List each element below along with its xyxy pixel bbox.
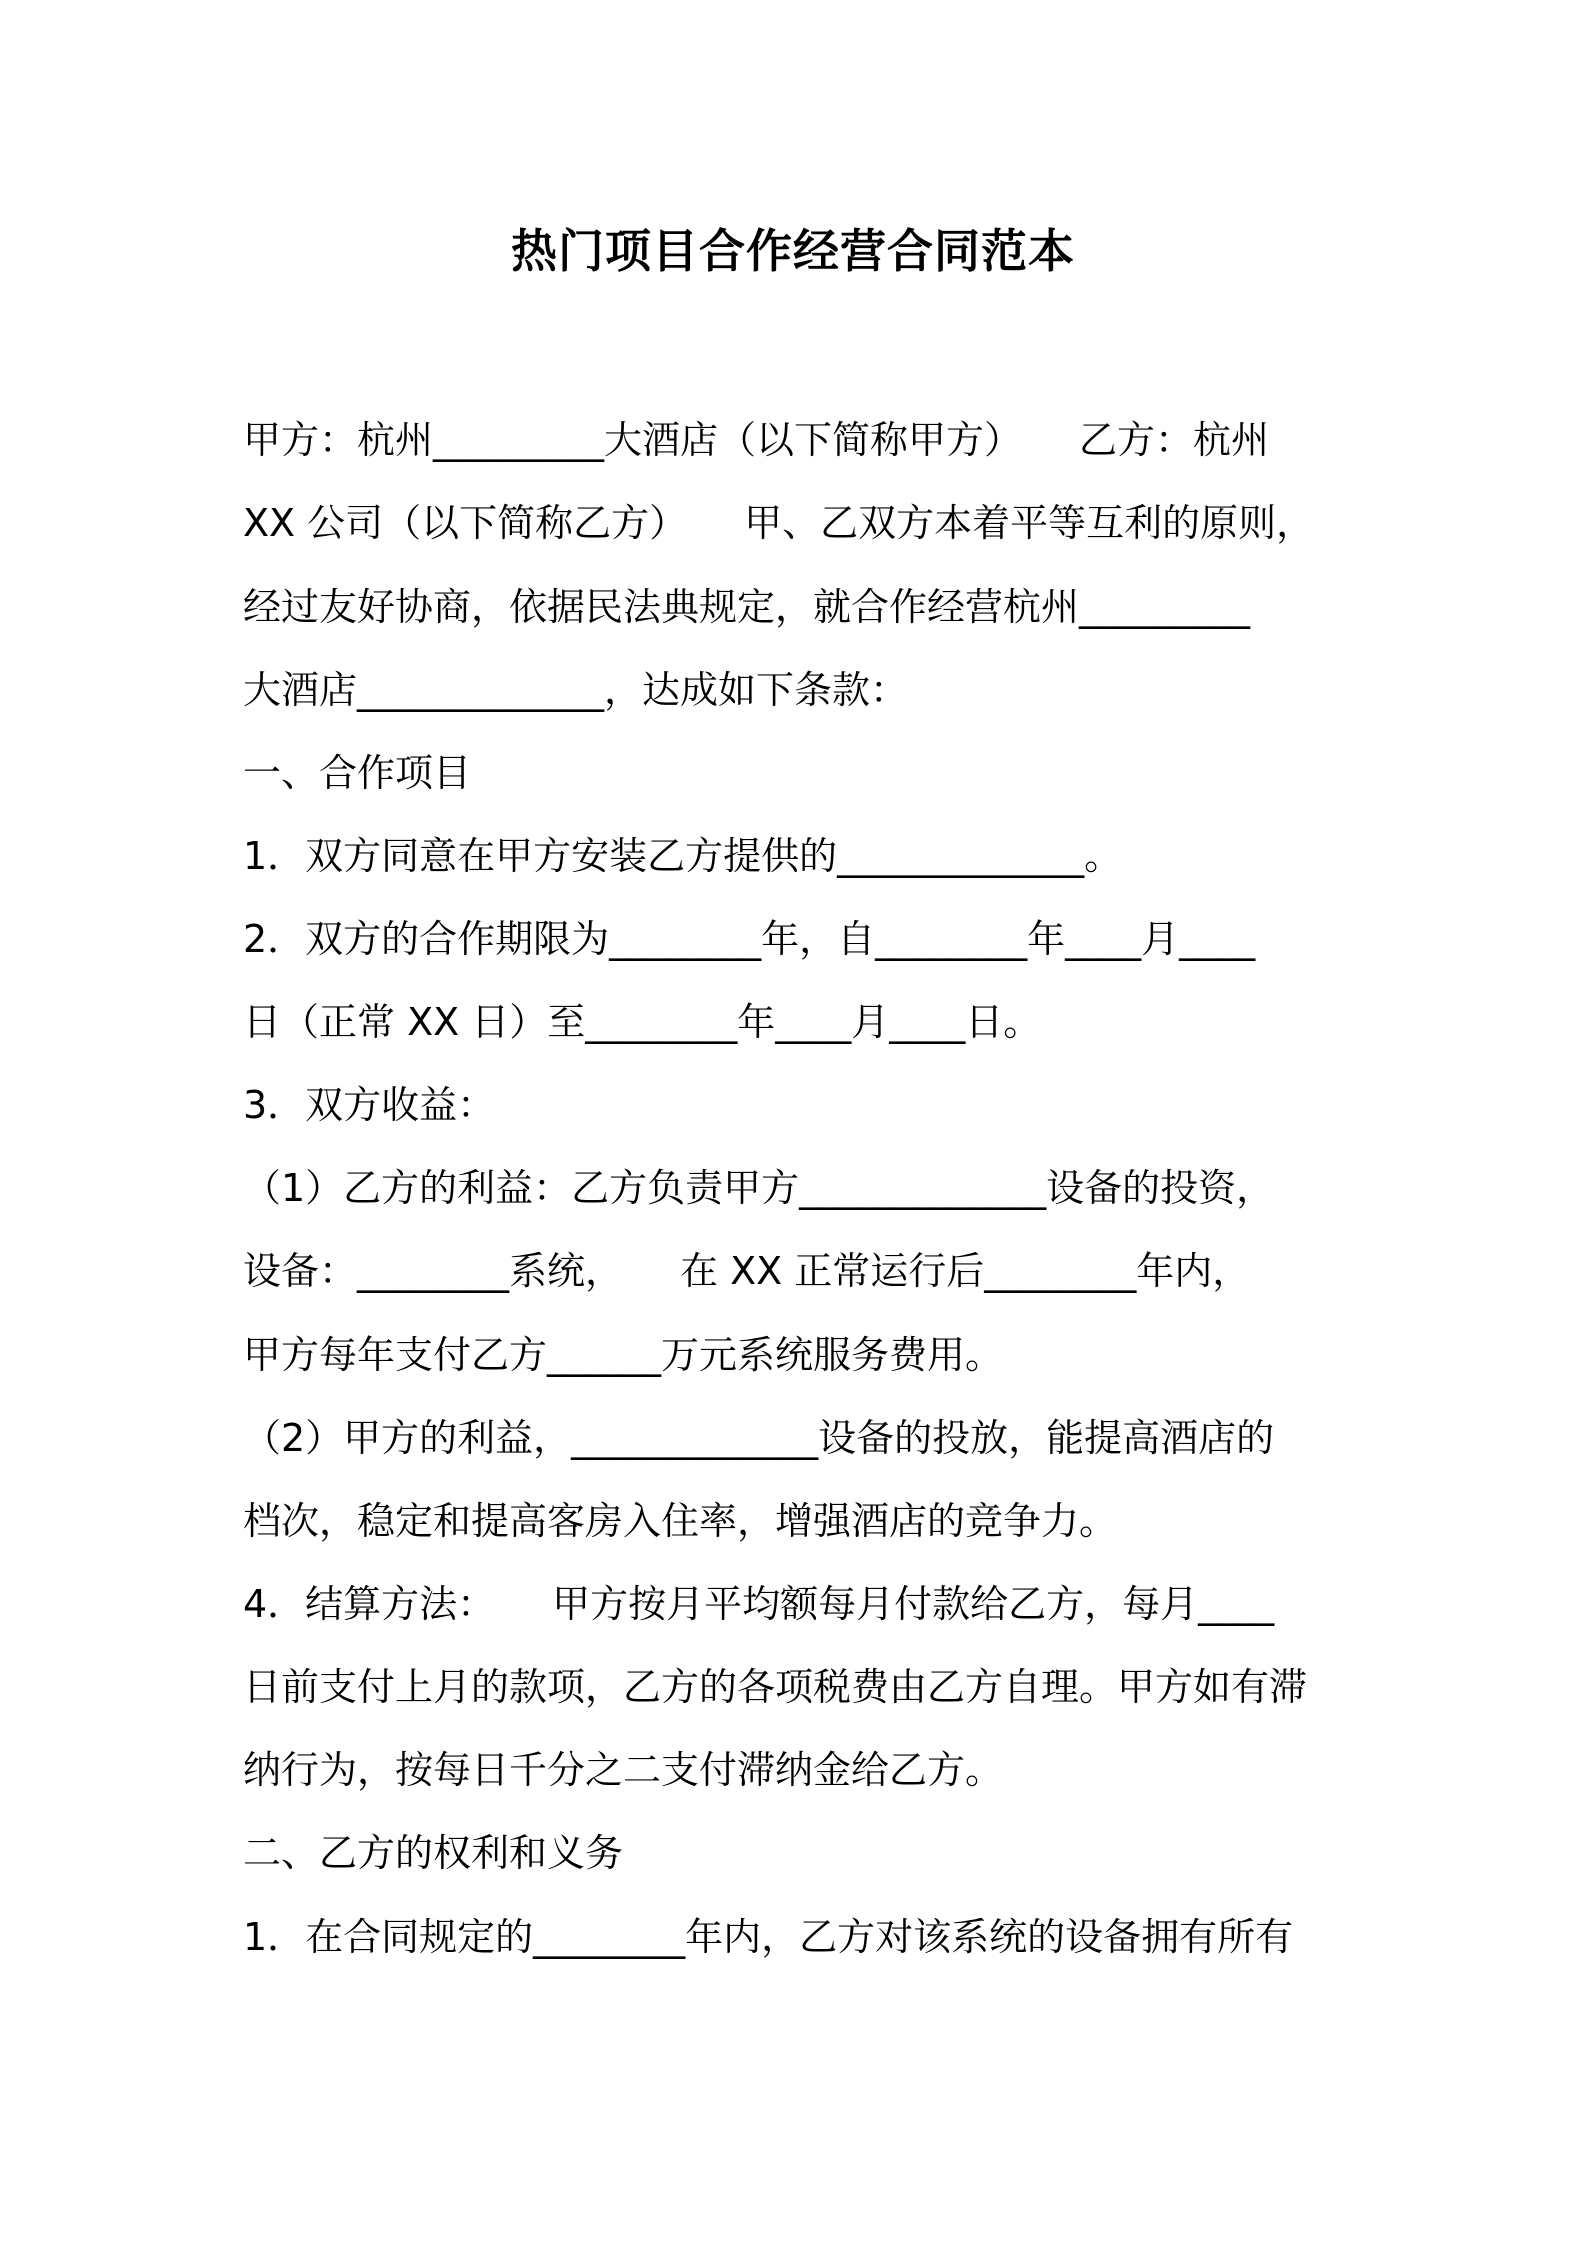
- document-title: 热门项目合作经营合同范本: [511, 224, 1075, 278]
- section-heading-1: 一、合作项目: [243, 751, 472, 795]
- text-line-12: 甲方每年支付乙方______万元系统服务费用。: [243, 1333, 1004, 1377]
- text-line-8: 日（正常 XX 日）至________年____月____日。: [243, 1000, 1042, 1044]
- text-line-2: XX 公司（以下简称乙方） 甲、乙双方本着平等互利的原则，: [243, 501, 1315, 545]
- text-line-17: 纳行为，按每日千分之二支付滞纳金给乙方。: [243, 1748, 1004, 1792]
- text-line-6: 1．双方同意在甲方安装乙方提供的_____________。: [243, 834, 1123, 878]
- text-line-9: 3．双方收益：: [243, 1083, 496, 1127]
- text-line-16: 日前支付上月的款项，乙方的各项税费由乙方自理。甲方如有滞: [243, 1665, 1308, 1709]
- text-line-15: 4．结算方法： 甲方按月平均额每月付款给乙方，每月____: [243, 1582, 1275, 1626]
- text-line-3: 经过友好协商，依据民法典规定，就合作经营杭州_________: [243, 585, 1251, 629]
- text-line-7: 2．双方的合作期限为________年，自________年____月____: [243, 917, 1256, 961]
- text-line-14: 档次，稳定和提高客房入住率，增强酒店的竞争力。: [243, 1499, 1118, 1543]
- text-line-1: 甲方：杭州_________大酒店（以下简称甲方） 乙方：杭州: [243, 418, 1270, 462]
- section-heading-2: 二、乙方的权利和义务: [243, 1831, 624, 1875]
- text-line-10: （1）乙方的利益：乙方负责甲方_____________设备的投资，: [243, 1166, 1275, 1210]
- text-line-19: 1．在合同规定的________年内，乙方对该系统的设备拥有所有: [243, 1915, 1294, 1959]
- text-line-11: 设备：________系统， 在 XX 正常运行后________年内，: [243, 1249, 1251, 1293]
- text-line-13: （2）甲方的利益，_____________设备的投放，能提高酒店的: [243, 1416, 1275, 1460]
- text-line-4: 大酒店_____________，达成如下条款：: [243, 668, 909, 712]
